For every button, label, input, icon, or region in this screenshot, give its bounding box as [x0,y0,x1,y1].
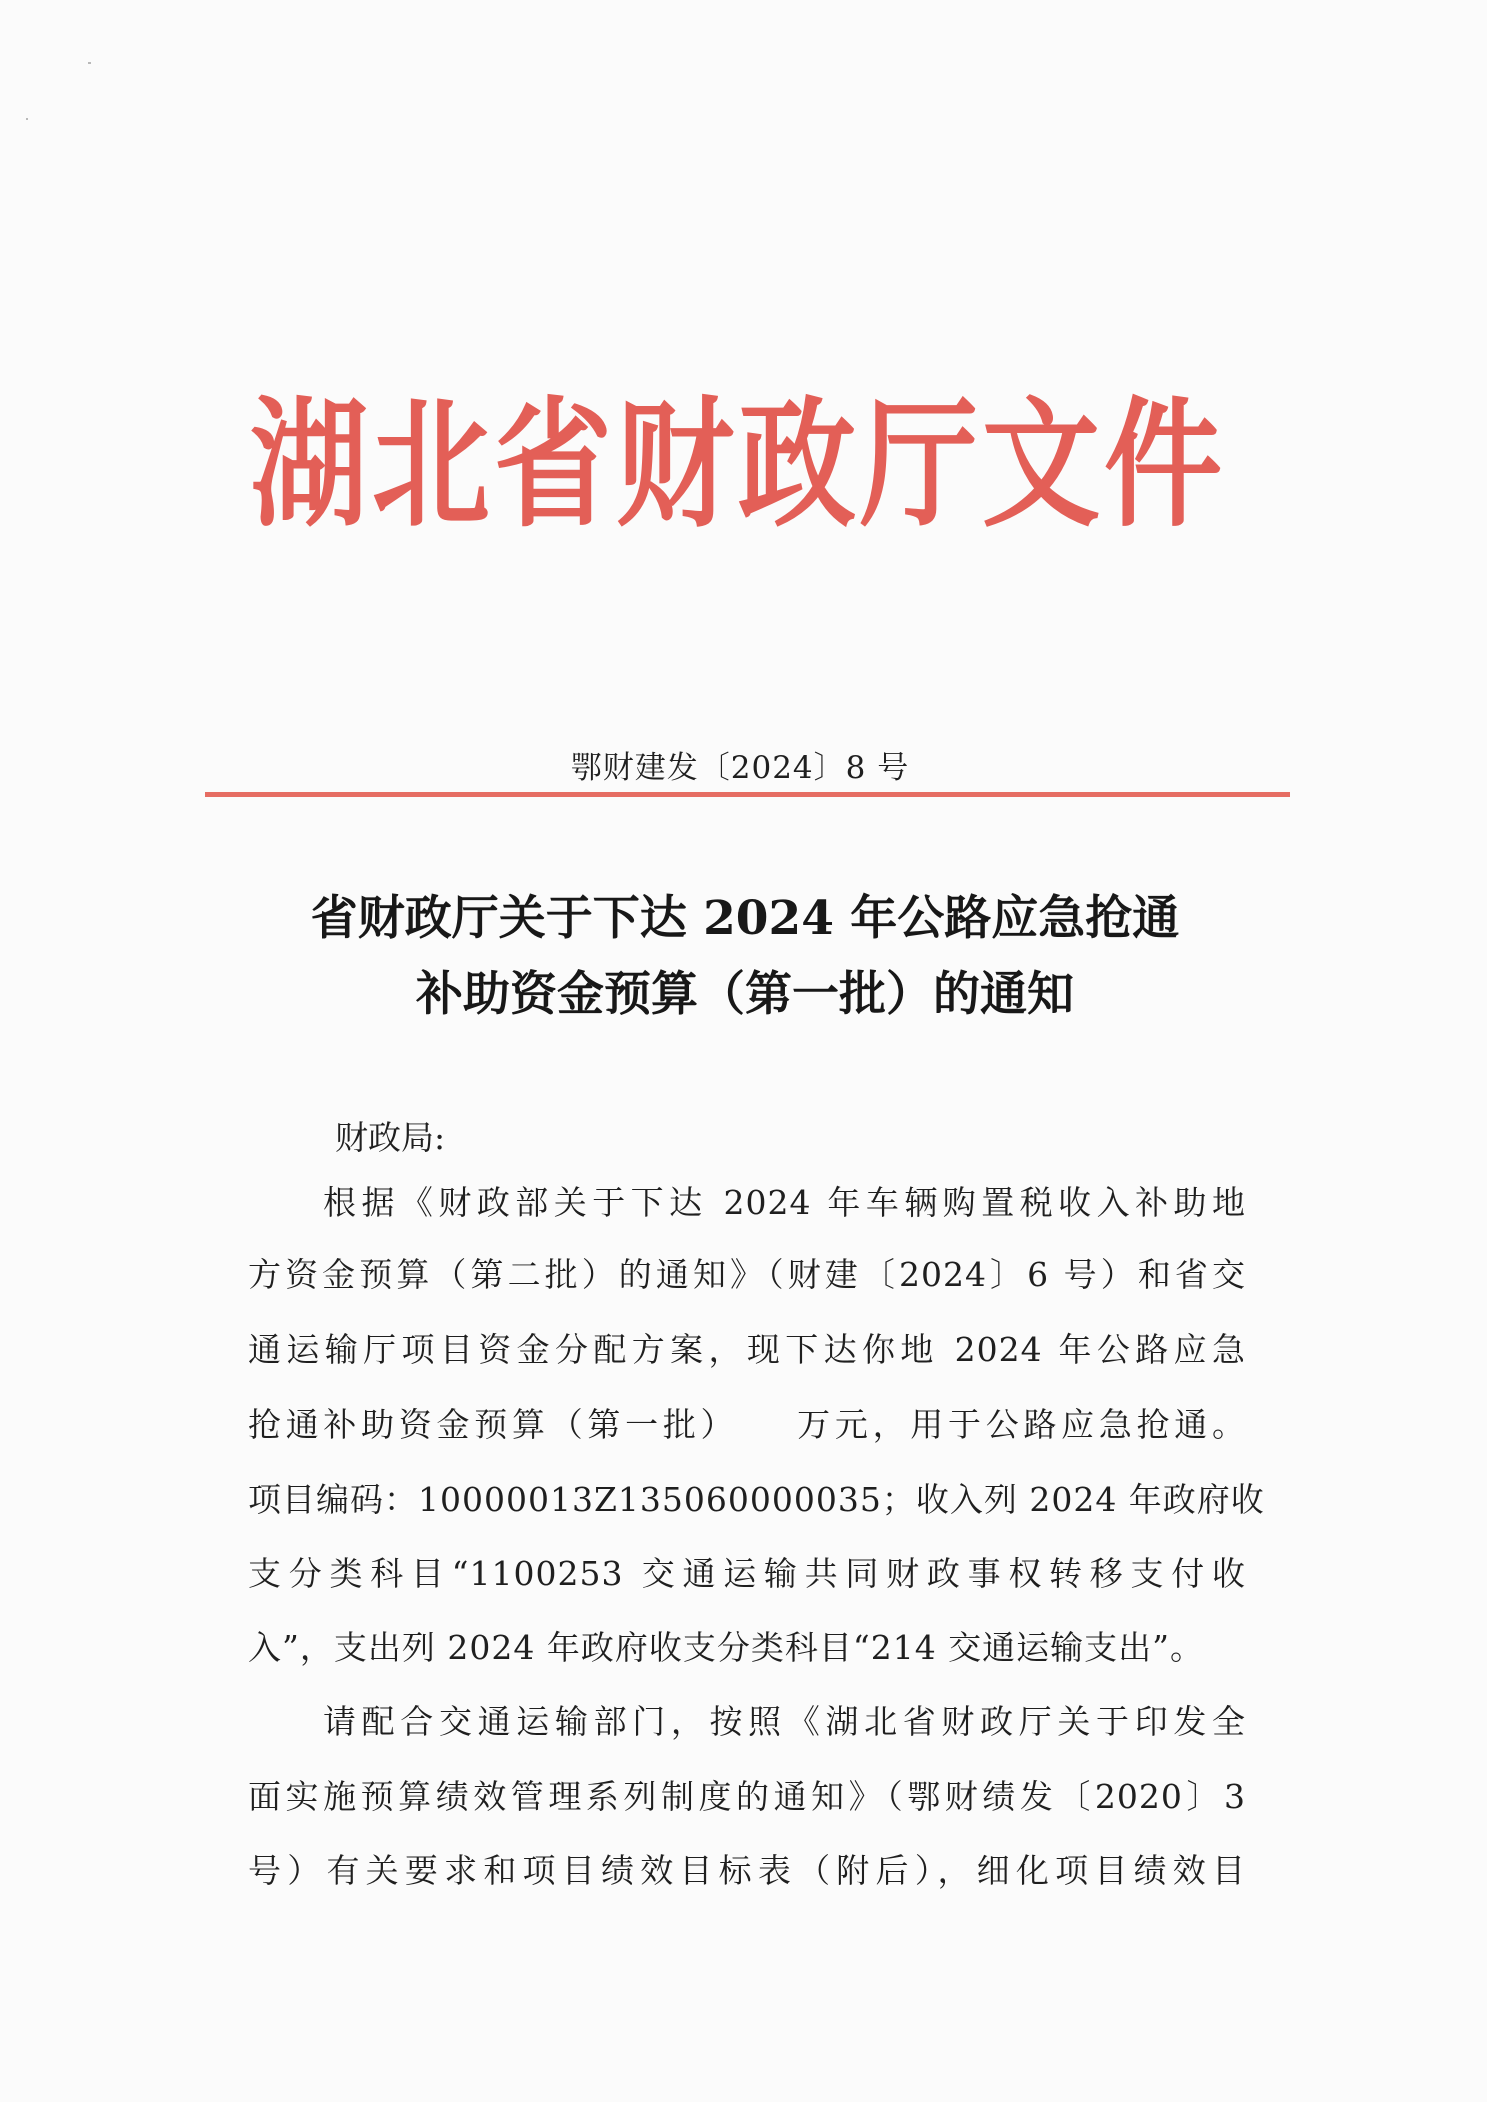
document-title-line-1: 省财政厅关于下达 2024 年公路应急抢通 [310,891,1180,946]
body-line: 根据《财政部关于下达 2024 年车辆购置税收入补助地 [323,1183,1246,1222]
document-masthead: 湖北省财政厅文件 [250,383,1227,547]
body-line: 入”，支出列 2024 年政府收支分类科目“214 交通运输支出”。 [248,1628,1205,1667]
red-separator-line [205,792,1290,797]
scan-speck [26,118,28,120]
body-line: 抢通补助资金预算（第一批） 万元，用于公路应急抢通。 [248,1405,1246,1444]
body-line: 支分类科目“1100253 交通运输共同财政事权转移支付收 [248,1554,1246,1593]
document-number: 鄂财建发〔2024〕8 号 [570,750,910,786]
document-title-line-2: 补助资金预算（第一批）的通知 [416,967,1074,1022]
body-line: 请配合交通运输部门，按照《湖北省财政厅关于印发全 [323,1702,1246,1741]
body-line: 面实施预算绩效管理系列制度的通知》（鄂财绩发〔2020〕3 [248,1777,1246,1816]
body-line: 方资金预算（第二批）的通知》（财建〔2024〕6 号）和省交 [248,1255,1246,1294]
body-line: 通运输厅项目资金分配方案，现下达你地 2024 年公路应急 [248,1330,1246,1369]
body-line: 项目编码：10000013Z135060000035；收入列 2024 年政府收 [248,1480,1265,1519]
scan-speck [88,62,91,64]
body-line: 号）有关要求和项目绩效目标表（附后），细化项目绩效目 [248,1851,1246,1890]
salutation: 财政局: [335,1118,446,1157]
